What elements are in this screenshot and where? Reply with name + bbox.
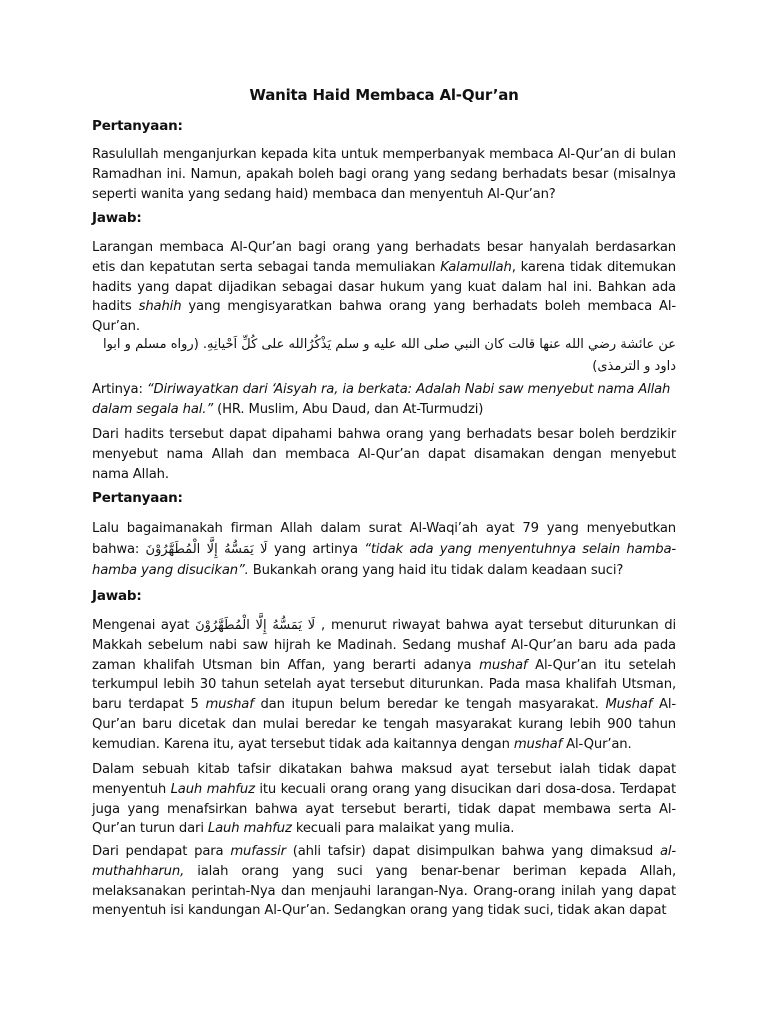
answer-heading-1: Jawab:: [92, 210, 142, 226]
question-heading-1: Pertanyaan:: [92, 118, 183, 134]
answer-heading-2: Jawab:: [92, 588, 142, 604]
answer-paragraph-5: Dari pendapat para mufassir (ahli tafsir) dapat disimpulkan bahwa yang dimaksud al-muthahharun, ialah orang yang suci yang benar-benar beriman kepada Allah, melaksanakan perintah-Nya dan menjauhi larangan-Nya. Orang-orang inilah yang dapat menyentuh isi kandungan Al-Qur’an. Sedangkan orang yang tidak suci, tidak akan dapat: [92, 844, 677, 919]
document-title: Wanita Haid Membaca Al-Qur’an: [249, 86, 519, 104]
answer-paragraph-2: Dari hadits tersebut dapat dipahami bahwa orang yang berhadats besar boleh berdzikir menyebut nama Allah dan membaca Al-Qur’an dapat disamakan dengan menyebut nama Allah.: [92, 427, 676, 482]
hadith-arabic-text: عن عائشة رضي الله عنها قالت كان النبي صلى الله عليه و سلم يَذْكُرُالله على كُلِّ اَحْيانِهِ. (رواه مسلم و ابوا داود و الترمذى): [102, 337, 676, 374]
answer-paragraph-3: Mengenai ayat لَا يَمَسُّهُ إِلَّا الْمُطَهَّرُوْنَ , menurut riwayat bahwa ayat tersebut diturunkan di Makkah sebelum nabi saw hijrah ke Madinah. Sedang mushaf Al-Qur’an baru ada pada zaman khalifah Utsman bin Affan, yang berarti adanya mushaf Al-Qur’an itu setelah terkumpul lebih 30 tahun setelah ayat tersebut diturunkan. Pada masa khalifah Utsman, baru terdapat 5 mushaf dan itupun belum beredar ke tengah masyarakat. Mushaf Al-Qur’an baru dicetak dan mulai beredar ke tengah masyarakat kurang lebih 900 tahun kemudian. Karena itu, ayat tersebut tidak ada kaitannya dengan mushaf Al-Qur’an.: [92, 618, 677, 752]
answer-paragraph-4: Dalam sebuah kitab tafsir dikatakan bahwa maksud ayat tersebut ialah tidak dapat menyentuh Lauh mahfuz itu kecuali orang orang yang disucikan dari dosa-dosa. Terdapat juga yang menafsirkan bahwa ayat tersebut berarti, tidak dapat membawa serta Al-Qur’an turun dari Lauh mahfuz kecuali para malaikat yang mulia.: [92, 762, 676, 837]
verse-arabic-inline: لَا يَمَسُّهُ إِلَّا الْمُطَهَّرُوْنَ: [195, 618, 316, 633]
question-heading-2: Pertanyaan:: [92, 490, 183, 506]
verse-arabic-inline: لَا يَمَسُّهُ إِلَّا الْمُطَهَّرُوْنَ: [145, 542, 268, 557]
answer-paragraph-1: Larangan membaca Al-Qur’an bagi orang yang berhadats besar hanyalah berdasarkan etis dan kepatutan serta sebagai tanda memuliakan Kalamullah, karena tidak ditemukan hadits yang dapat dijadikan sebagai dasar hukum yang kuat dalam hal ini. Bahkan ada hadits shahih yang mengisyaratkan bahwa orang yang berhadats boleh membaca Al-Qur’an.: [92, 240, 676, 335]
question-paragraph-1: Rasulullah menganjurkan kepada kita untuk memperbanyak membaca Al-Qur’an di bulan Ramadhan ini. Namun, apakah boleh bagi orang yang sedang berhadats besar (misalnya seperti wanita yang sedang haid) membaca dan menyentuh Al-Qur’an?: [92, 147, 676, 202]
question-paragraph-2: Lalu bagaimanakah firman Allah dalam surat Al-Waqi’ah ayat 79 yang menyebutkan bahwa: لَا يَمَسُّهُ إِلَّا الْمُطَهَّرُوْنَ yang artinya “tidak ada yang menyentuhnya selain hamba-hamba yang disucikan”. Bukankah orang yang haid itu tidak dalam keadaan suci?: [92, 521, 677, 578]
hadith-translation: Artinya: “Diriwayatkan dari ‘Aisyah ra, ia berkata: Adalah Nabi saw menyebut nama Allah dalam segala hal.” (HR. Muslim, Abu Daud, dan At-Turmudzi): [92, 382, 671, 417]
